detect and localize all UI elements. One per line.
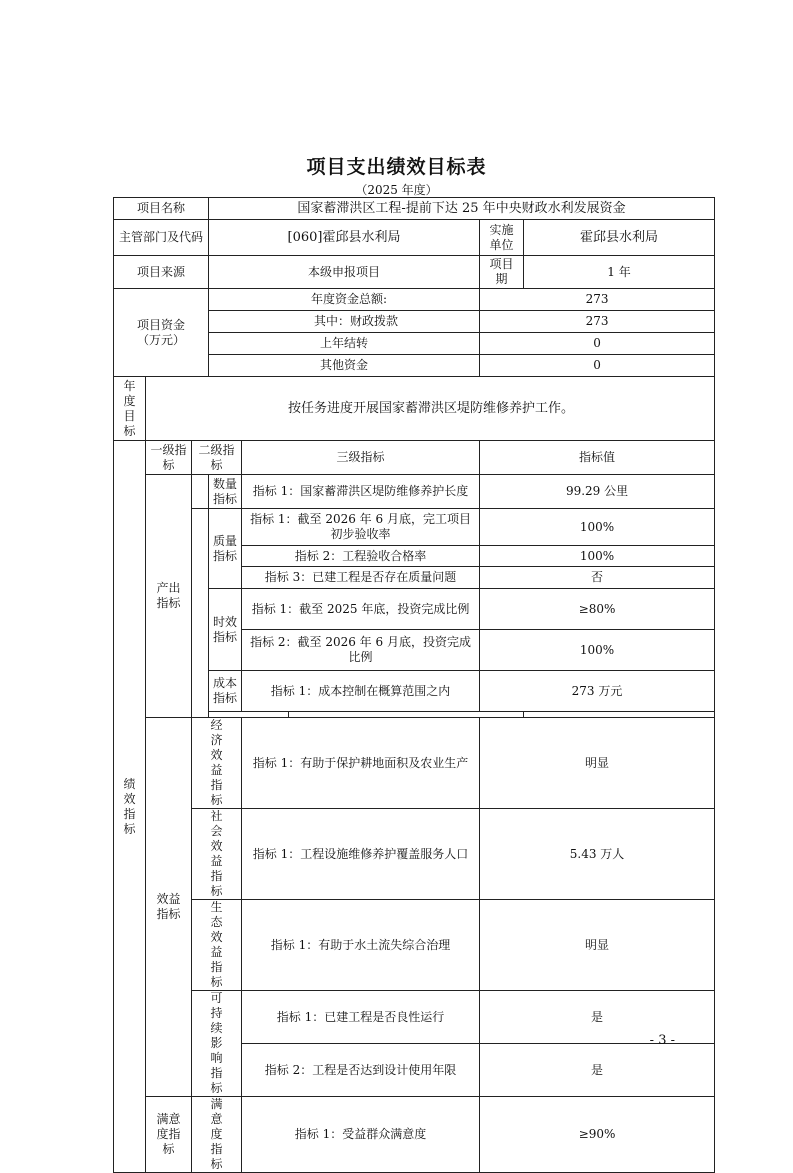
table-row (114, 718, 715, 809)
annual-goal-label: 年度目标 (114, 377, 146, 441)
sustainability-indicator-1-value: 是 (480, 991, 715, 1044)
economic-benefit-label: 经济效益指标 (192, 718, 242, 809)
table-row (114, 900, 715, 991)
ecological-benefit-label: 生态效益指标 (192, 900, 242, 991)
sustainability-indicator-1: 指标 1：已建工程是否良性运行 (242, 991, 480, 1044)
timeliness-indicator-1-value: ≥80% (480, 589, 715, 630)
other-funds-value: 0 (480, 355, 715, 377)
cost-indicator-1-value: 273 万元 (480, 671, 715, 712)
timeliness-indicator-2: 指标 2：截至 2026 年 6 月底，投资完成比例 (242, 630, 480, 671)
quantity-indicator-1-value: 99.29 公里 (480, 475, 715, 509)
quality-indicator-label: 质量指标 (209, 509, 242, 589)
carryover-value: 0 (480, 333, 715, 355)
blank-cell (192, 509, 209, 718)
header-value: 指标值 (480, 441, 715, 475)
project-name-label: 项目名称 (114, 198, 209, 220)
performance-target-table (113, 197, 715, 1173)
table-row (114, 441, 715, 475)
quality-indicator-2-value: 100% (480, 546, 715, 567)
table-row (114, 289, 715, 311)
carryover-label: 上年结转 (209, 333, 480, 355)
social-benefit-label: 社会效益指标 (192, 809, 242, 900)
project-period-label: 项目期 (480, 256, 524, 289)
project-source-label: 项目来源 (114, 256, 209, 289)
quality-indicator-1: 指标 1：截至 2026 年 6 月底，完工项目初步验收率 (242, 509, 480, 546)
header-level2: 二级指标 (192, 441, 242, 475)
satisfaction-level1-label: 满意度指标 (146, 1097, 192, 1173)
output-indicators-label: 产出指标 (146, 475, 192, 718)
page-subtitle: （2025 年度） (355, 183, 438, 197)
annual-goal-text: 按任务进度开展国家蓄滞洪区堤防维修养护工作。 (146, 377, 715, 441)
benefit-indicators-label: 效益指标 (146, 718, 192, 1097)
header-level3: 三级指标 (242, 441, 480, 475)
quality-indicator-1-value: 100% (480, 509, 715, 546)
header-level1: 一级指标 (146, 441, 192, 475)
implementing-unit-value: 霍邱县水利局 (524, 220, 715, 256)
annual-total-label: 年度资金总额: (209, 289, 480, 311)
quality-indicator-3-value: 否 (480, 567, 715, 589)
table-row (114, 377, 715, 441)
page-number: - 3 - (649, 1033, 675, 1048)
table-row (114, 475, 715, 509)
social-indicator-1-value: 5.43 万人 (480, 809, 715, 900)
quality-indicator-2: 指标 2：工程验收合格率 (242, 546, 480, 567)
annual-total-value: 273 (480, 289, 715, 311)
economic-indicator-1: 指标 1：有助于保护耕地面积及农业生产 (242, 718, 480, 809)
ecological-indicator-1: 指标 1：有助于水土流失综合治理 (242, 900, 480, 991)
cost-indicator-1: 指标 1：成本控制在概算范围之内 (242, 671, 480, 712)
implementing-unit-label: 实施单位 (480, 220, 524, 256)
quantity-indicator-1: 指标 1：国家蓄滞洪区堤防维修养护长度 (242, 475, 480, 509)
timeliness-indicator-1: 指标 1：截至 2025 年底，投资完成比例 (242, 589, 480, 630)
social-indicator-1: 指标 1：工程设施维修养护覆盖服务人口 (242, 809, 480, 900)
timeliness-indicator-2-value: 100% (480, 630, 715, 671)
page-title: 项目支出绩效目标表 (306, 156, 487, 178)
fiscal-allocation-label: 其中：财政拨款 (209, 311, 480, 333)
quality-indicator-3: 指标 3：已建工程是否存在质量问题 (242, 567, 480, 589)
sustainability-label: 可持续影响指标 (192, 991, 242, 1097)
sustainability-indicator-2: 指标 2：工程是否达到设计使用年限 (242, 1044, 480, 1097)
project-period-value: 1 年 (524, 256, 715, 289)
project-source-value: 本级申报项目 (209, 256, 480, 289)
department-value: [060]霍邱县水利局 (209, 220, 480, 256)
table-row (114, 220, 715, 256)
department-label: 主管部门及代码 (114, 220, 209, 256)
table-row (114, 809, 715, 900)
cost-indicator-label: 成本指标 (209, 671, 242, 712)
table-row (114, 1097, 715, 1173)
table-row (114, 256, 715, 289)
project-name-value: 国家蓄滞洪区工程-提前下达 25 年中央财政水利发展资金 (209, 198, 715, 220)
table-row (114, 991, 715, 1044)
economic-indicator-1-value: 明显 (480, 718, 715, 809)
table-row (114, 198, 715, 220)
table-row (114, 509, 715, 546)
quantity-indicator-label: 数量指标 (209, 475, 242, 509)
satisfaction-indicator-1: 指标 1：受益群众满意度 (242, 1097, 480, 1173)
other-funds-label: 其他资金 (209, 355, 480, 377)
satisfaction-indicator-1-value: ≥90% (480, 1097, 715, 1173)
fiscal-allocation-value: 273 (480, 311, 715, 333)
timeliness-indicator-label: 时效指标 (209, 589, 242, 671)
blank-cell (192, 475, 209, 509)
project-funds-label: 项目资金（万元） (114, 289, 209, 377)
sustainability-indicator-2-value: 是 (480, 1044, 715, 1097)
ecological-indicator-1-value: 明显 (480, 900, 715, 991)
performance-indicators-label: 绩效指标 (114, 441, 146, 1173)
satisfaction-level2-label: 满意度指标 (192, 1097, 242, 1173)
